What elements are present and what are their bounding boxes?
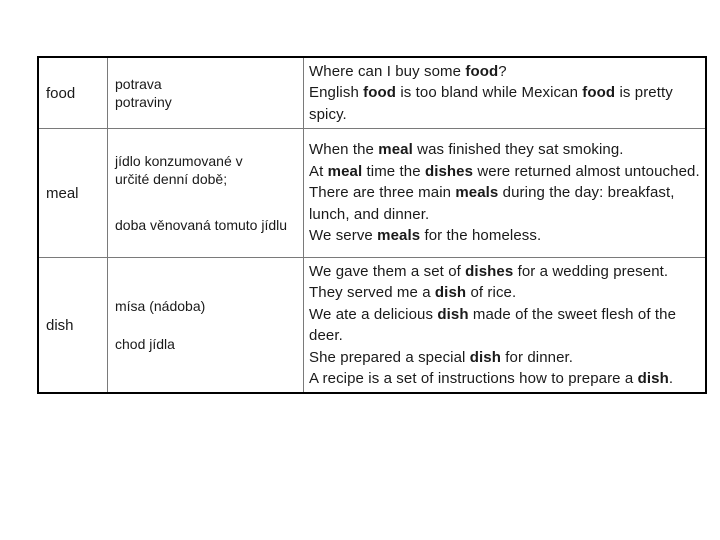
- example-sentence: When the meal was finished they sat smoking.: [309, 141, 624, 159]
- vocabulary-table: [37, 56, 707, 394]
- highlighted-word: dishes: [465, 262, 514, 280]
- highlighted-word: dish: [469, 348, 501, 366]
- czech-translation: chod jídla: [115, 336, 175, 352]
- example-sentence: We ate a delicious dish made of the sweet flesh of the deer.: [309, 305, 677, 344]
- highlighted-word: dish: [637, 370, 669, 387]
- czech-translation: jídlo konzumované v určité denní době;: [115, 153, 243, 187]
- example-sentence: Where can I buy some food?: [309, 62, 507, 80]
- example-sentence: English food is too bland while Mexican food is pretty spicy.: [309, 84, 673, 123]
- example-sentence: We gave them a set of dishes for a wedding present.: [309, 262, 669, 280]
- highlighted-word: dish: [437, 305, 469, 323]
- highlighted-word: meal: [327, 162, 363, 180]
- czech-translation-cell: [108, 57, 304, 129]
- table-row: [38, 57, 706, 129]
- czech-translation: potrava potraviny: [115, 76, 172, 110]
- highlighted-word: dish: [434, 284, 467, 301]
- highlighted-word: meals: [455, 184, 499, 202]
- example-sentence: There are three main meals during the day: breakfast, lunch, and dinner.: [309, 184, 675, 223]
- table-row: [38, 129, 706, 258]
- highlighted-word: food: [465, 62, 499, 80]
- czech-translation-cell: [108, 258, 304, 394]
- highlighted-word: meals: [377, 227, 421, 245]
- czech-translation-cell: [108, 129, 304, 258]
- czech-translation: mísa (nádoba): [115, 298, 206, 314]
- example-sentence: She prepared a special dish for dinner.: [309, 348, 574, 366]
- word-cell: food: [38, 57, 108, 129]
- example-sentence: At meal time the dishes were returned almost untouched.: [309, 162, 700, 180]
- highlighted-word: meal: [378, 141, 413, 159]
- example-sentence: A recipe is a set of instructions how to prepare a dish.: [309, 370, 674, 387]
- czech-translation: doba věnovaná tomuto jídlu: [115, 217, 288, 233]
- example-sentence: We serve meals for the homeless.: [309, 227, 542, 245]
- highlighted-word: dishes: [424, 162, 474, 180]
- examples-cell: [304, 258, 707, 394]
- highlighted-word: food: [582, 84, 616, 102]
- examples-cell: [304, 129, 707, 258]
- highlighted-word: food: [363, 84, 397, 102]
- example-sentence: They served me a dish of rice.: [309, 284, 517, 301]
- examples-cell: [304, 57, 707, 129]
- table-row: [38, 258, 706, 394]
- word-cell: meal: [38, 129, 108, 258]
- word-cell: dish: [38, 258, 108, 394]
